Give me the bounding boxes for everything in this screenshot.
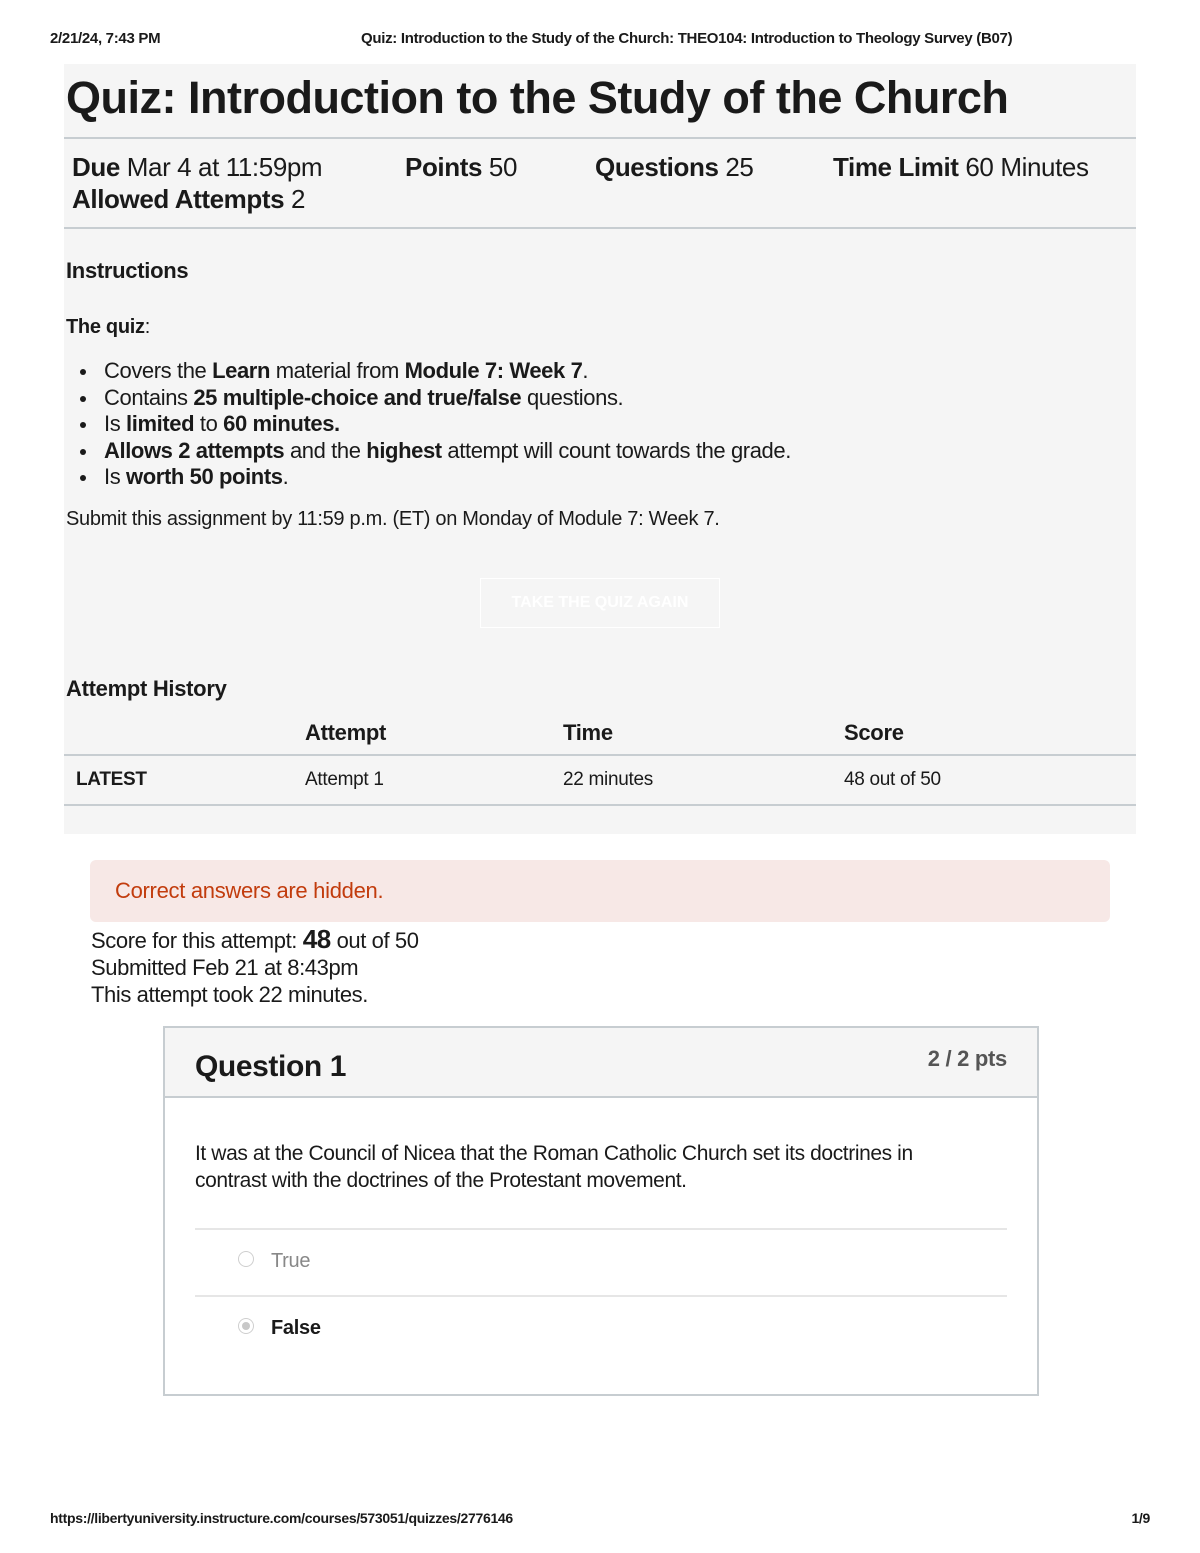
answers-hidden-alert [90, 860, 1110, 922]
instruction-item: Allows 2 attempts and the highest attempt will count towards the grade. [80, 438, 791, 465]
answer-label: False [271, 1317, 321, 1339]
instruction-item: Covers the Learn material from Module 7: Week 7. [80, 358, 791, 385]
answer-option-false[interactable] [195, 1295, 1007, 1363]
allowed-attempts: Allowed Attempts 2 [72, 184, 306, 214]
attempt-score: 48 out of 50 [844, 755, 1136, 805]
print-datetime: 2/21/24, 7:43 PM [50, 30, 161, 47]
question-card [163, 1026, 1039, 1396]
instructions-list [80, 358, 791, 491]
question-points: 2 / 2 pts [927, 1046, 1007, 1071]
page-number: 1/9 [1131, 1510, 1150, 1526]
take-quiz-again-button[interactable]: TAKE THE QUIZ AGAIN [480, 578, 720, 628]
submit-note: Submit this assignment by 11:59 p.m. (ET) on Monday of Module 7: Week 7. [66, 508, 720, 530]
duration-line: This attempt took 22 minutes. [91, 982, 368, 1007]
instructions-heading: Instructions [66, 258, 189, 283]
latest-tag: LATEST [64, 755, 305, 805]
due-date: Due Mar 4 at 11:59pm [72, 152, 323, 182]
instruction-item: Contains 25 multiple-choice and true/false questions. [80, 385, 791, 412]
attempt-summary [91, 926, 419, 1008]
column-header-attempt: Attempt [305, 712, 563, 755]
submitted-line: Submitted Feb 21 at 8:43pm [91, 955, 359, 980]
column-header-time: Time [563, 712, 844, 755]
divider [64, 227, 1136, 229]
answer-option-true[interactable] [195, 1228, 1007, 1296]
attempt-score-line: Score for this attempt: 48 out of 50 [91, 924, 419, 954]
question-text: It was at the Council of Nicea that the Roman Catholic Church set its doctrines in contrast with the doctrines of the Protestant movement. [195, 1142, 913, 1192]
time-limit: Time Limit 60 Minutes [833, 152, 1089, 182]
divider [64, 137, 1136, 139]
question-title: Question 1 [195, 1050, 347, 1083]
column-header-tag [64, 712, 305, 755]
radio-icon[interactable] [238, 1251, 254, 1267]
alert-text: Correct answers are hidden. [115, 878, 384, 903]
attempt-link[interactable]: Attempt 1 [305, 755, 563, 805]
answer-label: True [271, 1250, 311, 1272]
table-row [64, 755, 1136, 805]
print-document-title: Quiz: Introduction to the Study of the Church: THEO104: Introduction to Theology Survey (B07) [361, 30, 1013, 47]
quiz-intro: The quiz: [66, 316, 150, 338]
page-url: https://libertyuniversity.instructure.com/courses/573051/quizzes/2776146 [50, 1510, 513, 1526]
questions-count: Questions 25 [595, 152, 754, 182]
points: Points 50 [405, 152, 518, 182]
instruction-item: Is worth 50 points. [80, 464, 791, 491]
quiz-title: Quiz: Introduction to the Study of the Church [66, 72, 1009, 123]
print-header [50, 30, 1150, 50]
radio-selected-icon[interactable] [238, 1318, 254, 1334]
attempt-history-heading: Attempt History [66, 676, 227, 701]
question-header [165, 1028, 1037, 1098]
attempt-score-value: 48 [302, 924, 331, 954]
attempt-time: 22 minutes [563, 755, 844, 805]
attempt-history-table [64, 712, 1136, 806]
column-header-score: Score [844, 712, 1136, 755]
instruction-item: Is limited to 60 minutes. [80, 411, 791, 438]
table-header-row [64, 712, 1136, 755]
